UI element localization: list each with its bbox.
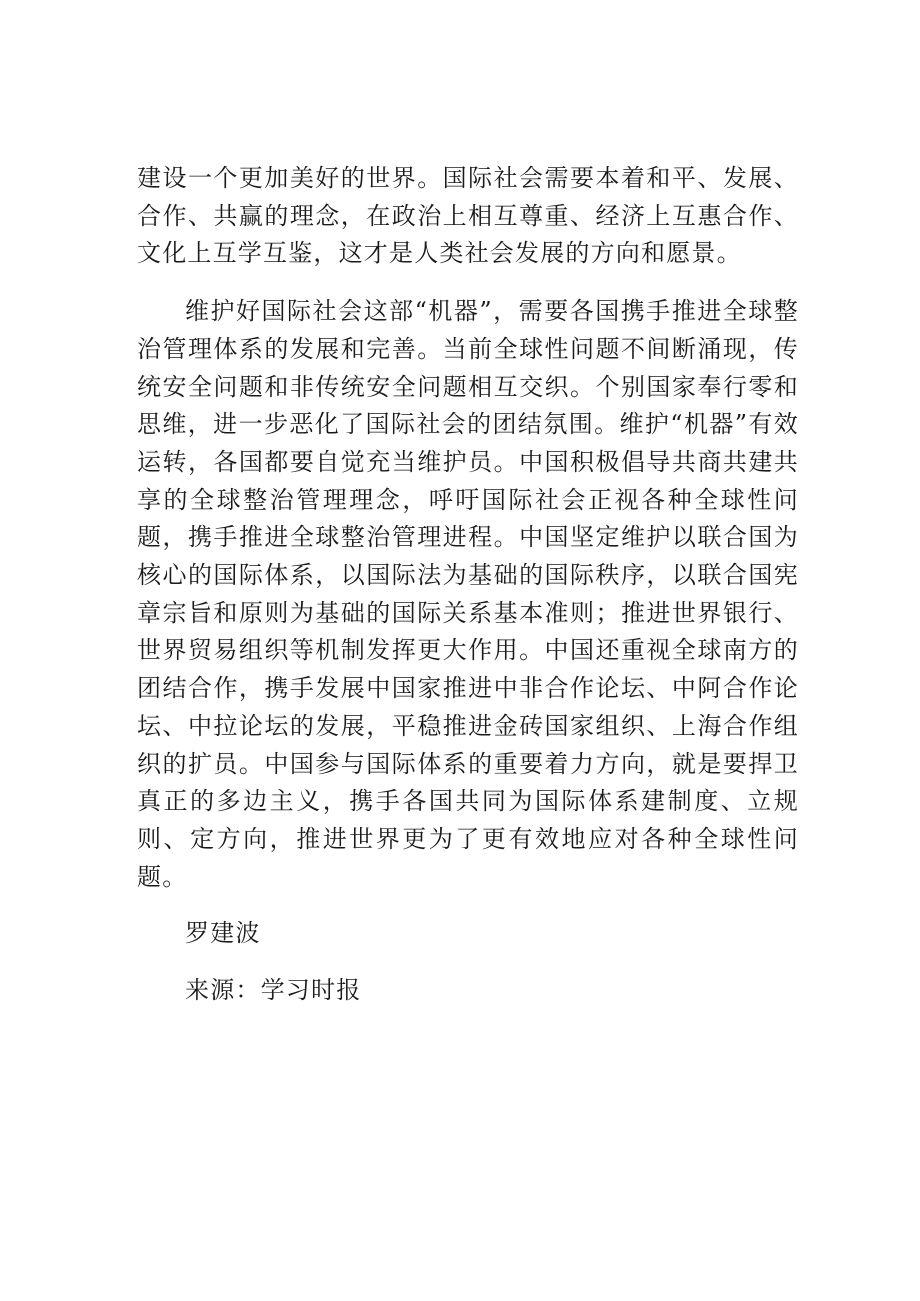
paragraph-1: 建设一个更加美好的世界。国际社会需要本着和平、发展、合作、共赢的理念，在政治上相互尊重、经济上互惠合作、文化上互学互鉴，这才是人类社会发展的方向和愿景。 [137, 164, 799, 268]
article-body [137, 160, 799, 1010]
author-name: 罗建波 [185, 919, 261, 948]
paragraph-2: 维护好国际社会这部“机器”，需要各国携手推进全球整治管理体系的发展和完善。当前全球性问题不间断涌现，传统安全问题和非传统安全问题相互交织。个别国家奉行零和思维，进一步恶化了国际社会的团结氛围。维护“机器”有效运转，各国都要自觉充当维护员。中国积极倡导共商共建共享的全球整治管理理念，呼吁国际社会正视各种全球性问题，携手推进全球整治管理进程。中国坚定维护以联合国为核心的国际体系，以国际法为基础的国际秩序，以联合国宪章宗旨和原则为基础的国际关系基本准则；推进世界银行、世界贸易组织等机制发挥更大作用。中国还重视全球南方的团结合作，携手发展中国家推进中非合作论坛、中阿合作论坛、中拉论坛的发展，平稳推进金砖国家组织、上海合作组织的扩员。中国参与国际体系的重要着力方向，就是要捍卫真正的多边主义，携手各国共同为国际体系建制度、立规则、定方向，推进世界更为了更有效地应对各种全球性问题。 [137, 297, 799, 891]
source-line: 来源：学习时报 [185, 976, 362, 1005]
